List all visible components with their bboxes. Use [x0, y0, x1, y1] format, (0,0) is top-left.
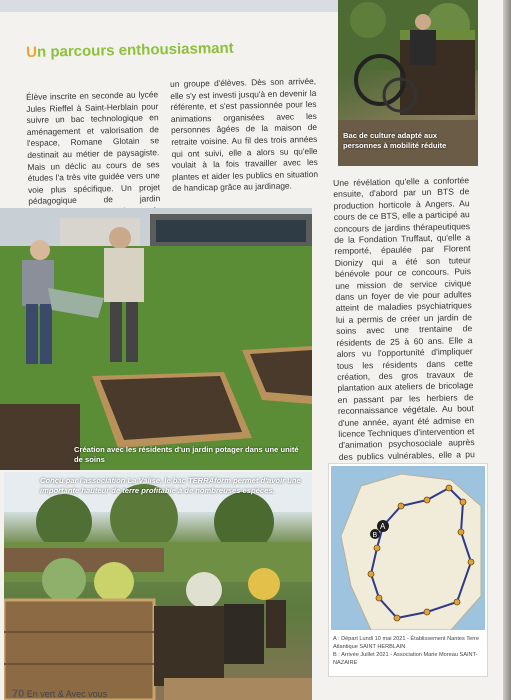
route-map-box	[328, 463, 488, 677]
route-map	[331, 466, 485, 630]
map-caption-b: B : Arrivée Juillet 2021 - Association Marie Moreau SAINT-NAZAIRE	[333, 652, 478, 666]
map-caption-a: A : Départ Lundi 10 mai 2021 - Établissement Nantes Terre Atlantique SAINT HERBLAIN	[333, 636, 480, 650]
page-edge-shadow	[503, 0, 511, 700]
title-text: n parcours enthousiasmant	[36, 39, 234, 61]
photo-bottom-illustration	[4, 472, 312, 700]
photo-terraform-beds	[4, 472, 312, 700]
section-name: En vert & Avec vous	[26, 689, 108, 699]
article-column-2: un groupe d'élèves. Dès son arrivée, elle s'y est investi jusqu'à en devenir la référente, et s'est passionnée pour les animations organisées avec les personnes âgées de la maison de retraite voisine. Au fil des trois années qui ont suivi, elle a alors su qu'elle voulait à la fois travailler avec les plantes et aider les publics en situation de handicap grâce au jardinage.	[170, 75, 319, 194]
top-band	[0, 0, 340, 12]
photo-garden-illustration	[0, 208, 312, 470]
caption-bottom: Conçu par l'association La Valise, le bac TERRAform permet d'avoir une importante hauteur de terre profitable à de nombreuses espèces.	[40, 476, 301, 495]
photo-vegetable-garden	[0, 208, 312, 470]
article-title	[26, 38, 326, 61]
map-caption	[333, 635, 483, 667]
caption-top: Bac de culture adapté aux personnes à mobilité réduite	[343, 131, 447, 150]
map-illustration	[331, 466, 485, 630]
article-column-3: Une révélation qu'elle a confortée ensuite, d'abord par un BTS de production horticole à Angers. Au cours de ce BTS, elle a participé au concours de jardins thérapeutiques de la Fondation Truffaut, qu'elle a remporté, épaulée par Florent Dionizy qui a été son tuteur bénévole pour ce concours. Puis une mission de service civique dans un foyer de vie pour adultes atteint de maladies psychiatriques lui a permis de créer un jardin de soins avec une trentaine de résidents de 25 à 60 ans. Elle a alors vu l'opportunité d'impliquer tous les résidents dans cette création, des gros travaux de plantation aux ateliers de bricolage en passant par les herbiers de reconnaissance végétale. Au bout d'une année, ayant été admise en licence Techniques d'intervention et d'animation psychosociale auprès des publics vulnérables, elle a pu	[333, 175, 475, 462]
title-accent-letter: U	[26, 43, 38, 61]
caption-garden: Création avec les résidents d'un jardin potager dans une unité de soins	[74, 445, 299, 464]
article-column-1: Élève inscrite en seconde au lycée Jules Rieffel à Saint-Herblain pour suivre un bac technologique en aménagement et valorisation de l'espace, Romane Glotain se destinait au métier de paysagiste. Mais un déclic au cours de ses études l'a très vite guidée vers une voie plus spécifique. Un projet pédagogique de jardin	[26, 89, 161, 207]
map-label-a: A	[380, 522, 386, 531]
page-footer	[12, 688, 107, 700]
map-label-b: B	[372, 532, 378, 539]
page-number: 70	[12, 688, 25, 700]
